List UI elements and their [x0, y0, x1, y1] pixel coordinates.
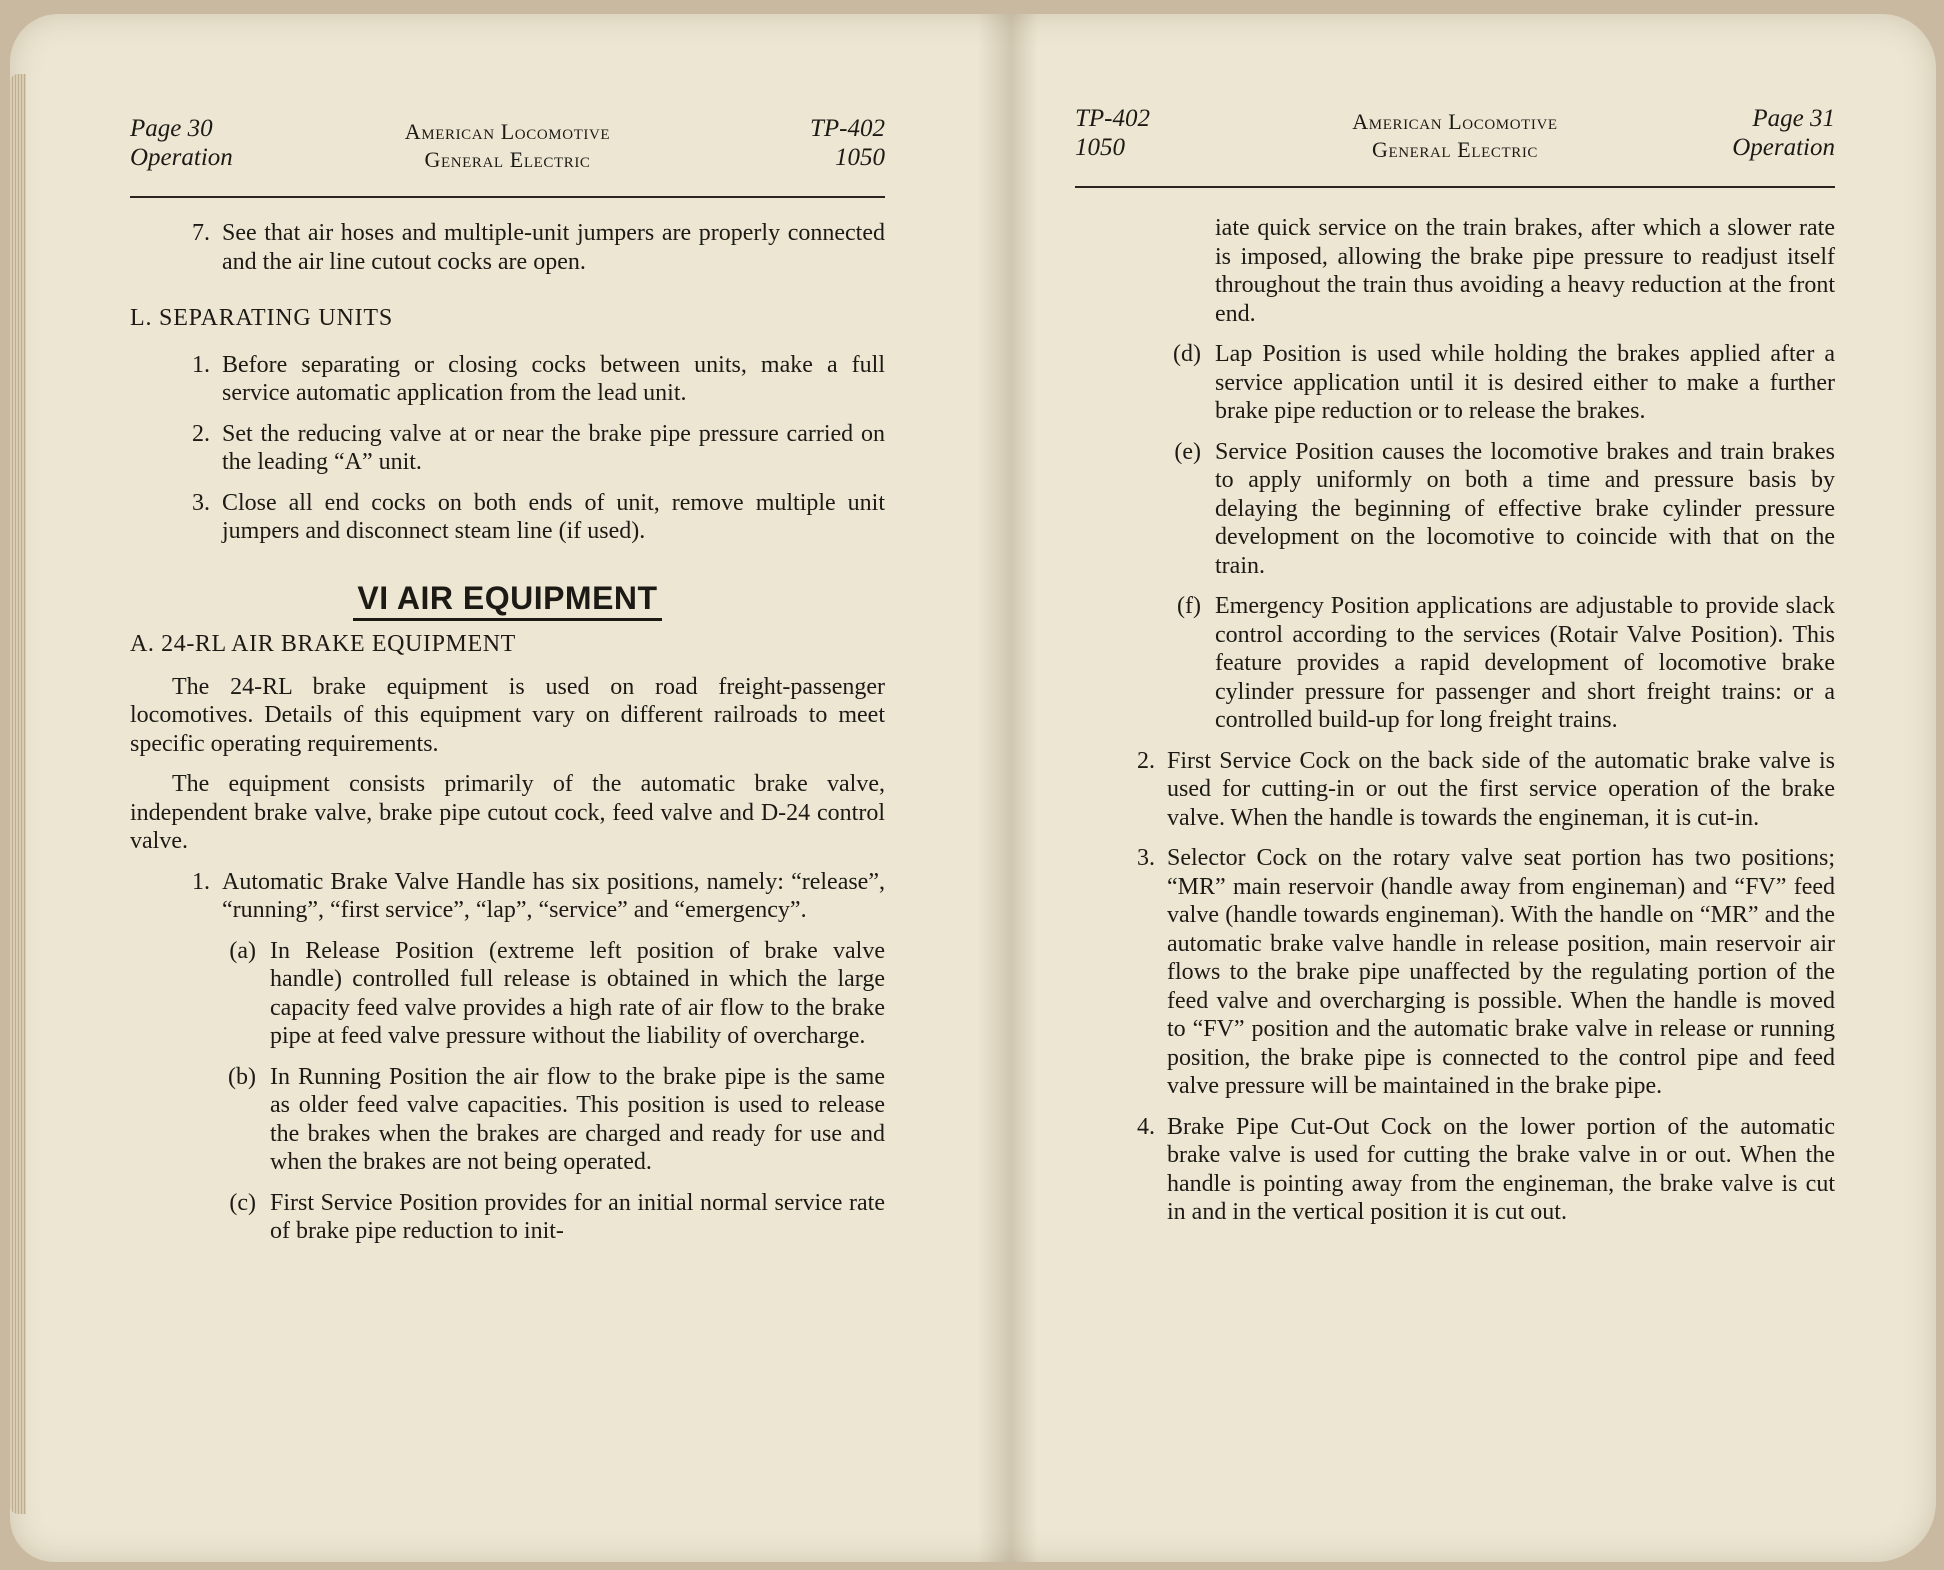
left-header-rule [130, 196, 885, 198]
left-doc-code: TP-402 [810, 115, 885, 142]
right-doc-code: TP-402 [1075, 105, 1150, 132]
right-doc-number: 1050 [1075, 134, 1125, 161]
sub-item [130, 1189, 885, 1246]
item-number: 4. [1137, 1113, 1155, 1140]
sub-item-text: Emergency Position applications are adjustable to provide slack control according to the services (Rotair Valve Position). This feature provides a rapid development of locomotive brake cylinder pressure for passenger and short freight trains: or a controlled build-up for long freight trains. [1215, 593, 1835, 733]
paragraph: The 24-RL brake equipment is used on road freight-passenger locomotives. Details of this equipment vary on different railroads to meet specific operating requirements. [130, 673, 885, 757]
sub-item-letter: (e) [1174, 438, 1201, 465]
item-number: 1. [192, 351, 210, 378]
sub-item [1075, 438, 1835, 581]
right-header-company [1075, 108, 1835, 164]
right-header-rule [1075, 186, 1835, 188]
right-page-number: Page 31 [1752, 105, 1835, 132]
left-running-header [130, 114, 885, 204]
right-company-line1: American Locomotive [1352, 109, 1558, 134]
list-item [1075, 747, 1835, 833]
sub-item-text: Lap Position is used while holding the brakes applied after a service application until it is desired either to make a further brake pipe reduction or to release the brakes. [1215, 341, 1835, 424]
sub-item-text: In Running Position the air flow to the brake pipe is the same as older feed valve capacities. This position is used to release the brakes when the brakes are charged and ready for use and when the brakes are not being operated. [270, 1063, 885, 1175]
list-item [130, 868, 885, 925]
left-header-company [130, 118, 885, 174]
item-text: Brake Pipe Cut-Out Cock on the lower portion of the automatic brake valve is used for cutting the brake valve in or out. When the handle is pointing away from the engineman, the brake valve is cut in and in the vertical position it is cut out. [1167, 1113, 1835, 1225]
sub-item-text: Service Position causes the locomotive brakes and train brakes to apply uniformly on both a time and pressure basis by delaying the beginning of effective brake cylinder pressure development on the locomotive to coincide with that on the train. [1215, 438, 1835, 579]
right-page [1065, 14, 1835, 1562]
item-text: See that air hoses and multiple-unit jumpers are properly connected and the air line cutout cocks are open. [222, 220, 885, 275]
continued-text: iate quick service on the train brakes, after which a slower rate is imposed, allowing the brake pipe pressure to readjust itself throughout the train thus avoiding a heavy reduction at the front end. [1215, 215, 1835, 327]
left-page-number: Page 30 [130, 115, 213, 142]
sub-item-letter: (f) [1177, 593, 1201, 619]
left-header-doc-block [810, 114, 885, 172]
item-number: 7. [192, 220, 210, 246]
section-heading-air-brake: A. 24-RL AIR BRAKE EQUIPMENT [130, 631, 516, 657]
sub-item [1075, 340, 1835, 426]
item-number: 3. [192, 489, 210, 516]
chapter-title-text: VI AIR EQUIPMENT [353, 580, 661, 621]
list-item [130, 351, 885, 408]
item-text: Automatic Brake Valve Handle has six positions, namely: “release”, “running”, “first service”, “lap”, “service” and “emergency”. [222, 868, 885, 923]
item-text: First Service Cock on the back side of the automatic brake valve is used for cutting-in or out the first service operation of the brake valve. When the handle is towards the engineman, it is cut-in. [1167, 747, 1835, 831]
left-section-name: Operation [130, 144, 233, 171]
item-number: 2. [1137, 747, 1155, 774]
sub-item-letter: (b) [228, 1063, 256, 1090]
page-edges [10, 74, 26, 1514]
section-heading-separating-units: L. SEPARATING UNITS [130, 305, 394, 331]
left-company-line1: American Locomotive [404, 119, 611, 144]
sub-item [130, 937, 885, 1051]
right-company-line2: General Electric [1371, 137, 1539, 162]
paragraph: The equipment consists primarily of the automatic brake valve, independent brake valve, brake pipe cutout cock, feed valve and D-24 control valve. [130, 771, 885, 854]
list-item [130, 219, 885, 276]
sub-item-letter: (d) [1173, 341, 1201, 367]
list-item [130, 420, 885, 477]
list-item [1075, 1113, 1835, 1227]
open-booklet [10, 14, 1936, 1562]
chapter-title [130, 579, 885, 616]
sub-item-letter: (c) [229, 1189, 256, 1216]
right-header-page-block [1732, 104, 1835, 162]
right-running-header [1075, 104, 1835, 194]
list-item [130, 489, 885, 546]
item-number: 1. [192, 868, 210, 895]
sub-item [1075, 592, 1835, 735]
left-page-body [130, 219, 885, 1258]
item-number: 3. [1137, 845, 1155, 871]
sub-item-text: In Release Position (extreme left position of brake valve handle) controlled full release is obtained in which the large capacity feed valve provides a high rate of air flow to the brake pipe at feed valve pressure without the liability of overcharge. [270, 937, 885, 1049]
sub-item [130, 1063, 885, 1177]
left-page [120, 14, 885, 1562]
left-company-line2: General Electric [424, 147, 591, 172]
left-doc-number: 1050 [835, 144, 885, 171]
right-section-name: Operation [1732, 134, 1835, 161]
sub-item-text: First Service Position provides for an initial normal service rate of brake pipe reduction to init- [270, 1189, 885, 1244]
item-text: Before separating or closing cocks between units, make a full service automatic application from the lead unit. [222, 351, 885, 406]
item-text: Selector Cock on the rotary valve seat portion has two positions; “MR” main reservoir (handle away from engineman) and “FV” feed valve (handle towards engineman). With the handle on “MR” and the automatic brake valve handle in release position, main reservoir air flows to the brake pipe unaffected by the regulating portion of the feed valve and overcharging is possible. When the handle is moved to “FV” position and the automatic brake valve in release or running position, the brake pipe is connected to the control pipe and feed valve pressure will be maintained in the brake pipe. [1167, 845, 1835, 1099]
sub-item-letter: (a) [229, 937, 256, 964]
item-text: Close all end cocks on both ends of unit, remove multiple unit jumpers and disconnect steam line (if used). [222, 489, 885, 544]
right-page-body [1075, 214, 1835, 1239]
list-item [1075, 844, 1835, 1101]
item-number: 2. [192, 420, 210, 447]
item-text: Set the reducing valve at or near the brake pipe pressure carried on the leading “A” unit. [222, 420, 885, 475]
book-gutter [978, 14, 1038, 1562]
